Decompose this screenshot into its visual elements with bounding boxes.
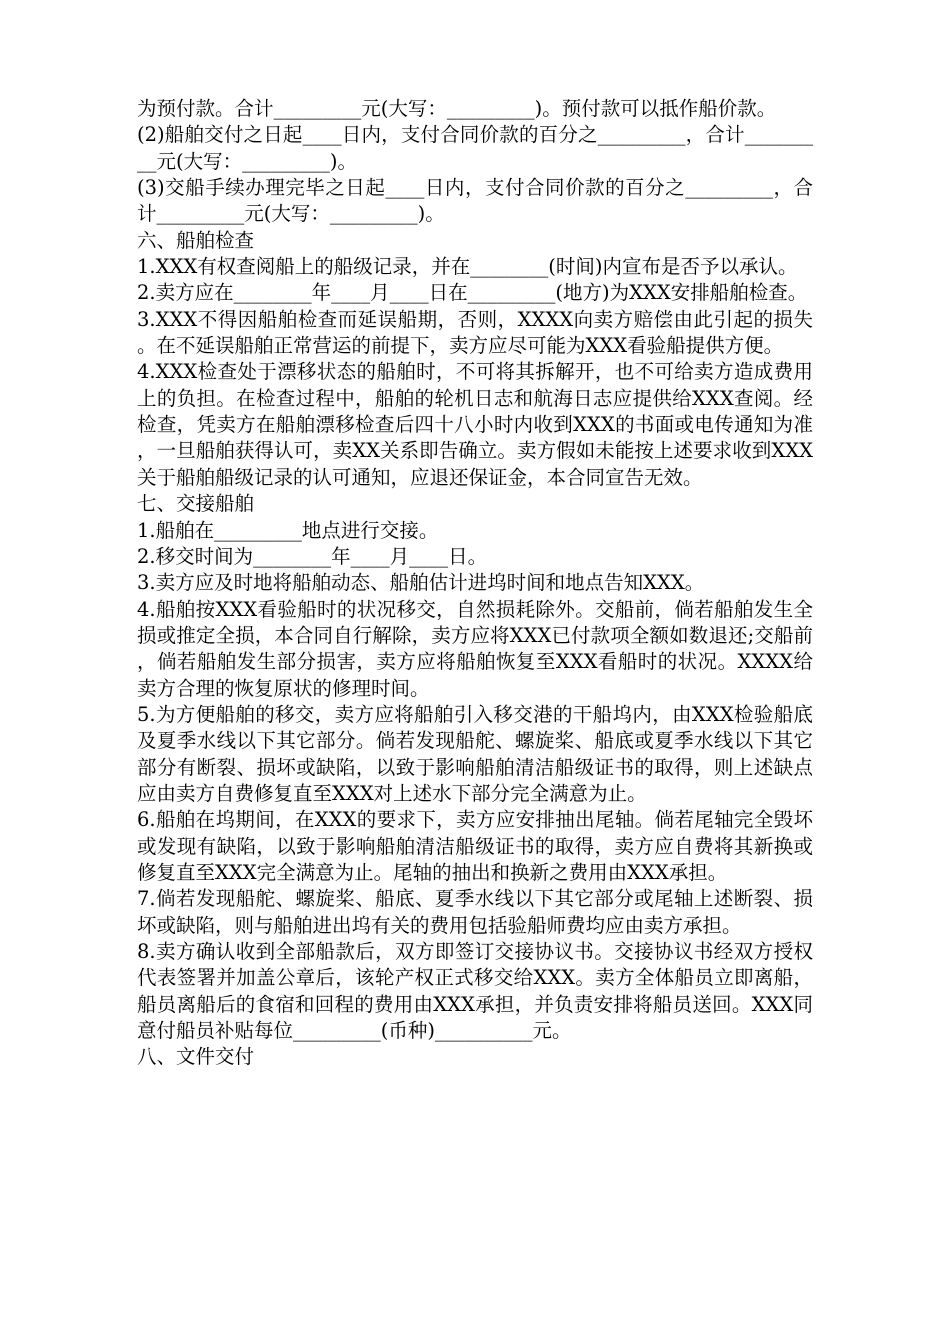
paragraph-inspection-4: 4.XXX检查处于漂移状态的船舶时，不可将其拆解开，也不可给卖方造成费用上的负担。在检查过程中，船舶的轮机日志和航海日志应提供给XXX查阅。经检查，凭卖方在船舶漂移检查后四十八小时内收到XXX的书面或电传通知为准，一旦船舶获得认可，卖XX关系即告确立。卖方假如未能按上述要求收到XXX关于船舶船级记录的认可通知，应退还保证金，本合同宣告无效。 xyxy=(137,360,813,489)
paragraph-handover-7: 7.倘若发现船舵、螺旋桨、船底、夏季水线以下其它部分或尾轴上述断裂、损坏或缺陷，则与船舶进出坞有关的费用包括验船师费均应由卖方承担。 xyxy=(137,887,813,937)
paragraph-inspection-3: 3.XXX不得因船舶检查而延误船期，否则，XXXX向卖方赔偿由此引起的损失。在不延误船舶正常营运的前提下，卖方应尽可能为XXX看验船提供方便。 xyxy=(137,307,813,358)
contract-body xyxy=(137,96,813,1071)
section-heading-document-delivery: 八、文件交付 xyxy=(137,1045,255,1069)
paragraph-handover-1: 1.船舶在_________地点进行交接。 xyxy=(137,518,439,542)
paragraph-inspection-1: 1.XXX有权查阅船上的船级记录，并在________(时间)内宣布是否予以承认。 xyxy=(137,255,798,279)
paragraph-handover-8: 8.卖方确认收到全部船款后，双方即签订交接协议书。交接协议书经双方授权代表签署并加盖公章后，该轮产权正式移交给XXX。卖方全体船员立即离船，船员离船后的食宿和回程的费用由XXX承担，并负责安排将船员送回。XXX同意付船员补贴每位_________(币种)__________元。 xyxy=(137,940,813,1043)
paragraph-inspection-2: 2.卖方应在________年____月____日在_________(地方)为XXX安排船舶检查。 xyxy=(137,281,808,305)
paragraph-prepayment-total: 为预付款。合计_________元(大写：_________)。预付款可以抵作船价款。 xyxy=(137,97,777,120)
section-heading-ship-inspection: 六、船舶检查 xyxy=(137,228,255,252)
paragraph-payment-2: (2)船舶交付之日起____日内，支付合同价款的百分之_________，合计_________元(大写：_________)。 xyxy=(137,123,813,173)
paragraph-handover-2: 2.移交时间为________年____月____日。 xyxy=(137,544,488,568)
paragraph-handover-6: 6.船舶在坞期间，在XXX的要求下，卖方应安排抽出尾轴。倘若尾轴完全毁坏或发现有缺陷，以致于影响船舶清洁船级证书的取得，卖方应自费将其新换或修复直至XXX完全满意为止。尾轴的抽出和换新之费用由XXX承担。 xyxy=(137,808,813,884)
paragraph-handover-3: 3.卖方应及时地将船舶动态、船舶估计进坞时间和地点告知XXX。 xyxy=(137,571,705,595)
paragraph-handover-4: 4.船舶按XXX看验船时的状况移交，自然损耗除外。交船前，倘若船舶发生全损或推定全损，本合同自行解除，卖方应将XXX已付款项全额如数退还;交船前，倘若船舶发生部分损害，卖方应将船舶恢复至XXX看船时的状况。XXXX给卖方合理的恢复原状的修理时间。 xyxy=(137,597,813,700)
paragraph-payment-3: (3)交船手续办理完毕之日起____日内，支付合同价款的百分之_________，合计_________元(大写：_________)。 xyxy=(137,176,813,226)
paragraph-handover-5: 5.为方便船舶的移交，卖方应将船舶引入移交港的干船坞内，由XXX检验船底及夏季水线以下其它部分。倘若发现船舵、螺旋桨、船底或夏季水线以下其它部分有断裂、损坏或缺陷，以致于影响船舶清洁船级证书的取得，则上述缺点应由卖方自费修复直至XXX对上述水下部分完全满意为止。 xyxy=(137,702,813,805)
section-heading-ship-handover: 七、交接船舶 xyxy=(137,492,255,516)
